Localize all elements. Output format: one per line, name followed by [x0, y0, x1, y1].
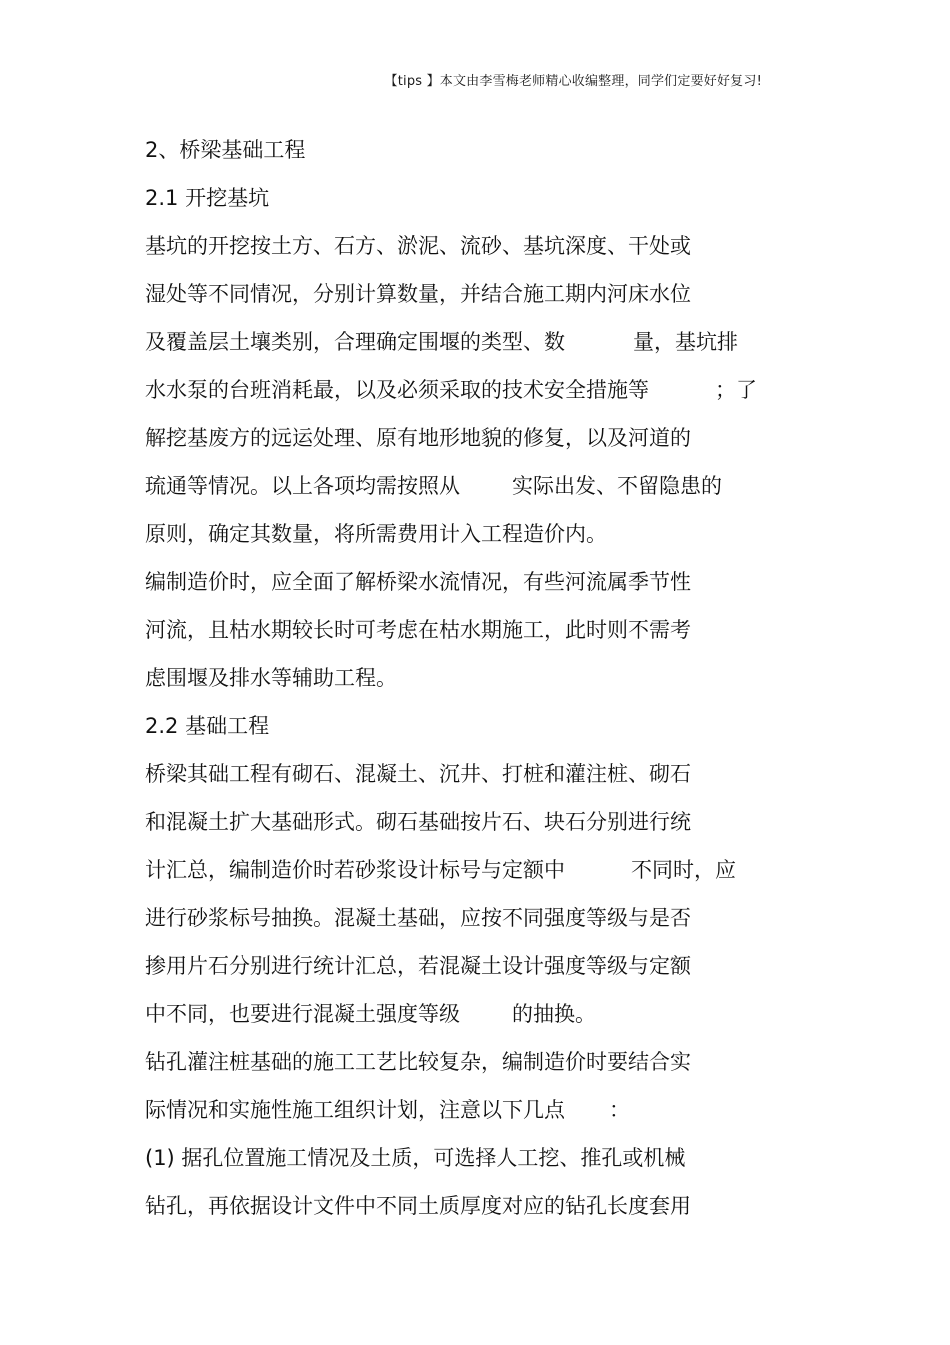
text-line-tail: 实际出发、不留隐患的: [512, 474, 722, 498]
text-line: 2.1 开挖基坑: [145, 186, 270, 210]
text-line: 基坑的开挖按土方、石方、淤泥、流砂、基坑深度、干处或: [145, 234, 691, 258]
paragraph-line: [145, 606, 835, 654]
text-line: 2.2 基础工程: [145, 714, 270, 738]
text-line: 计汇总，编制造价时若砂浆设计标号与定额中: [145, 858, 565, 882]
subsection-heading: [145, 174, 835, 222]
text-line: 和混凝土扩大基础形式。砌石基础按片石、块石分别进行统: [145, 810, 691, 834]
text-line: 桥梁其础工程有砌石、混凝土、沉井、打桩和灌注桩、砌石: [145, 762, 691, 786]
text-line: 际情况和实施性施工组织计划，注意以下几点: [145, 1098, 565, 1122]
paragraph-line: [145, 270, 835, 318]
text-line-tail: 的抽换。: [512, 1002, 596, 1026]
text-line: 编制造价时，应全面了解桥梁水流情况，有些河流属季节性: [145, 570, 691, 594]
text-line: 掺用片石分别进行统计汇总，若混凝土设计强度等级与定额: [145, 954, 691, 978]
text-line: 虑围堰及排水等辅助工程。: [145, 666, 397, 690]
text-line: 进行砂浆标号抽换。混凝土基础，应按不同强度等级与是否: [145, 906, 691, 930]
paragraph-line: [145, 990, 835, 1038]
paragraph-line: [145, 366, 835, 414]
paragraph-line: [145, 894, 835, 942]
paragraph-line: [145, 558, 835, 606]
paragraph-line: [145, 942, 835, 990]
list-item-line: [145, 1134, 835, 1182]
paragraph-line: [145, 222, 835, 270]
paragraph-line: [145, 510, 835, 558]
subsection-heading: [145, 702, 835, 750]
text-line: 湿处等不同情况，分别计算数量，并结合施工期内河床水位: [145, 282, 691, 306]
text-line-tail: 量，基坑排: [633, 330, 738, 354]
paragraph-line: [145, 846, 835, 894]
section-heading: [145, 126, 835, 174]
paragraph-line: [145, 798, 835, 846]
text-line-tail: 不同时，应: [631, 858, 736, 882]
text-line: (1) 据孔位置施工情况及土质，可选择人工挖、推孔或机械: [145, 1146, 686, 1170]
text-line: 钻孔，再依据设计文件中不同土质厚度对应的钻孔长度套用: [145, 1194, 691, 1218]
paragraph-line: [145, 1182, 835, 1230]
header-tip: 【tips 】本文由李雪梅老师精心收编整理，同学们定要好好复习!: [384, 74, 762, 89]
paragraph-line: [145, 318, 835, 366]
text-line-tail: ；了: [715, 378, 757, 402]
text-line: 水水泵的台班消耗最，以及必须采取的技术安全措施等: [145, 378, 649, 402]
paragraph-line: [145, 654, 835, 702]
paragraph-line: [145, 414, 835, 462]
paragraph-line: [145, 750, 835, 798]
text-line: 河流，且枯水期较长时可考虑在枯水期施工，此时则不需考: [145, 618, 691, 642]
text-line: 原则，确定其数量，将所需费用计入工程造价内。: [145, 522, 607, 546]
document-body: [145, 126, 835, 1230]
text-line: 中不同，也要进行混凝土强度等级: [145, 1002, 460, 1026]
paragraph-line: [145, 462, 835, 510]
paragraph-line: [145, 1038, 835, 1086]
text-line: 解挖基废方的远运处理、原有地形地貌的修复，以及河道的: [145, 426, 691, 450]
text-line: 及覆盖层土壤类别，合理确定围堰的类型、数: [145, 330, 565, 354]
text-line-tail: ：: [609, 1098, 630, 1122]
text-line: 2、桥梁基础工程: [145, 138, 306, 162]
text-line: 琉通等情况。以上各项均需按照从: [145, 474, 460, 498]
text-line: 钻孔灌注桩基础的施工工艺比较复杂，编制造价时要结合实: [145, 1050, 691, 1074]
paragraph-line: [145, 1086, 835, 1134]
